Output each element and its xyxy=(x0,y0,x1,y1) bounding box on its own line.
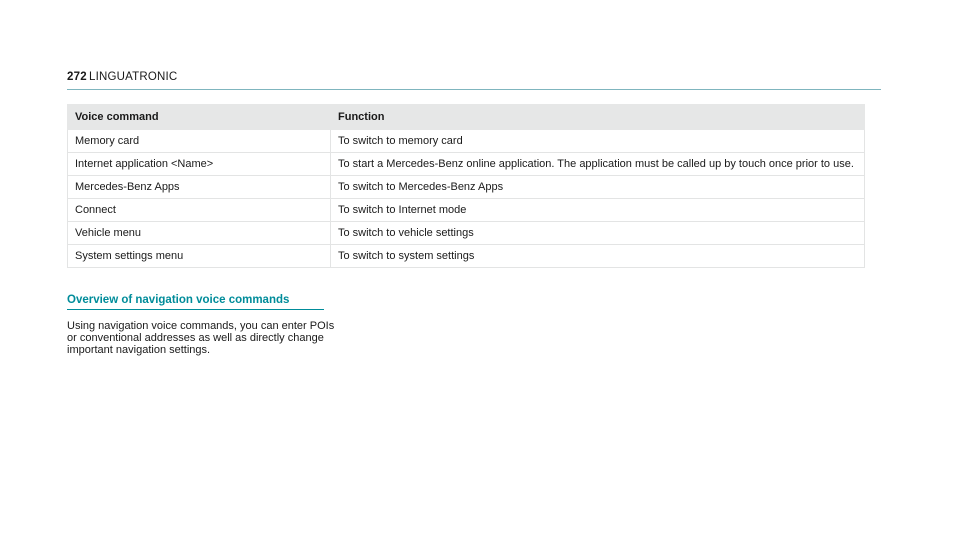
function-cell: To switch to vehicle settings xyxy=(331,222,865,245)
page-number: 272 xyxy=(67,71,87,83)
table-row xyxy=(68,245,865,268)
section-heading: Overview of navigation voice commands xyxy=(67,294,324,310)
table-header-row xyxy=(68,105,865,130)
function-cell: To switch to Internet mode xyxy=(331,199,865,222)
voice-command-cell: System settings menu xyxy=(68,245,331,268)
function-cell: To switch to memory card xyxy=(331,130,865,153)
voice-command-cell: Mercedes-Benz Apps xyxy=(68,176,331,199)
column-header-function: Function xyxy=(331,105,865,130)
table-row xyxy=(68,199,865,222)
voice-command-cell: Vehicle menu xyxy=(68,222,331,245)
function-cell: To switch to system settings xyxy=(331,245,865,268)
function-cell: To start a Mercedes-Benz online application. The application must be called up by touch once prior to use. xyxy=(331,153,865,176)
column-header-voice-command: Voice command xyxy=(68,105,331,130)
voice-command-cell: Memory card xyxy=(68,130,331,153)
table-row xyxy=(68,130,865,153)
page-header xyxy=(67,69,881,90)
table-row xyxy=(68,176,865,199)
section-title: LINGUATRONIC xyxy=(89,71,178,83)
voice-command-table xyxy=(67,104,865,268)
voice-command-cell: Connect xyxy=(68,199,331,222)
voice-command-cell: Internet application <Name> xyxy=(68,153,331,176)
table-row xyxy=(68,153,865,176)
function-cell: To switch to Mercedes-Benz Apps xyxy=(331,176,865,199)
section-paragraph: Using navigation voice commands, you can enter POIs or conventional addresses as well as directly change important navigation settings. xyxy=(67,320,335,356)
table-row xyxy=(68,222,865,245)
